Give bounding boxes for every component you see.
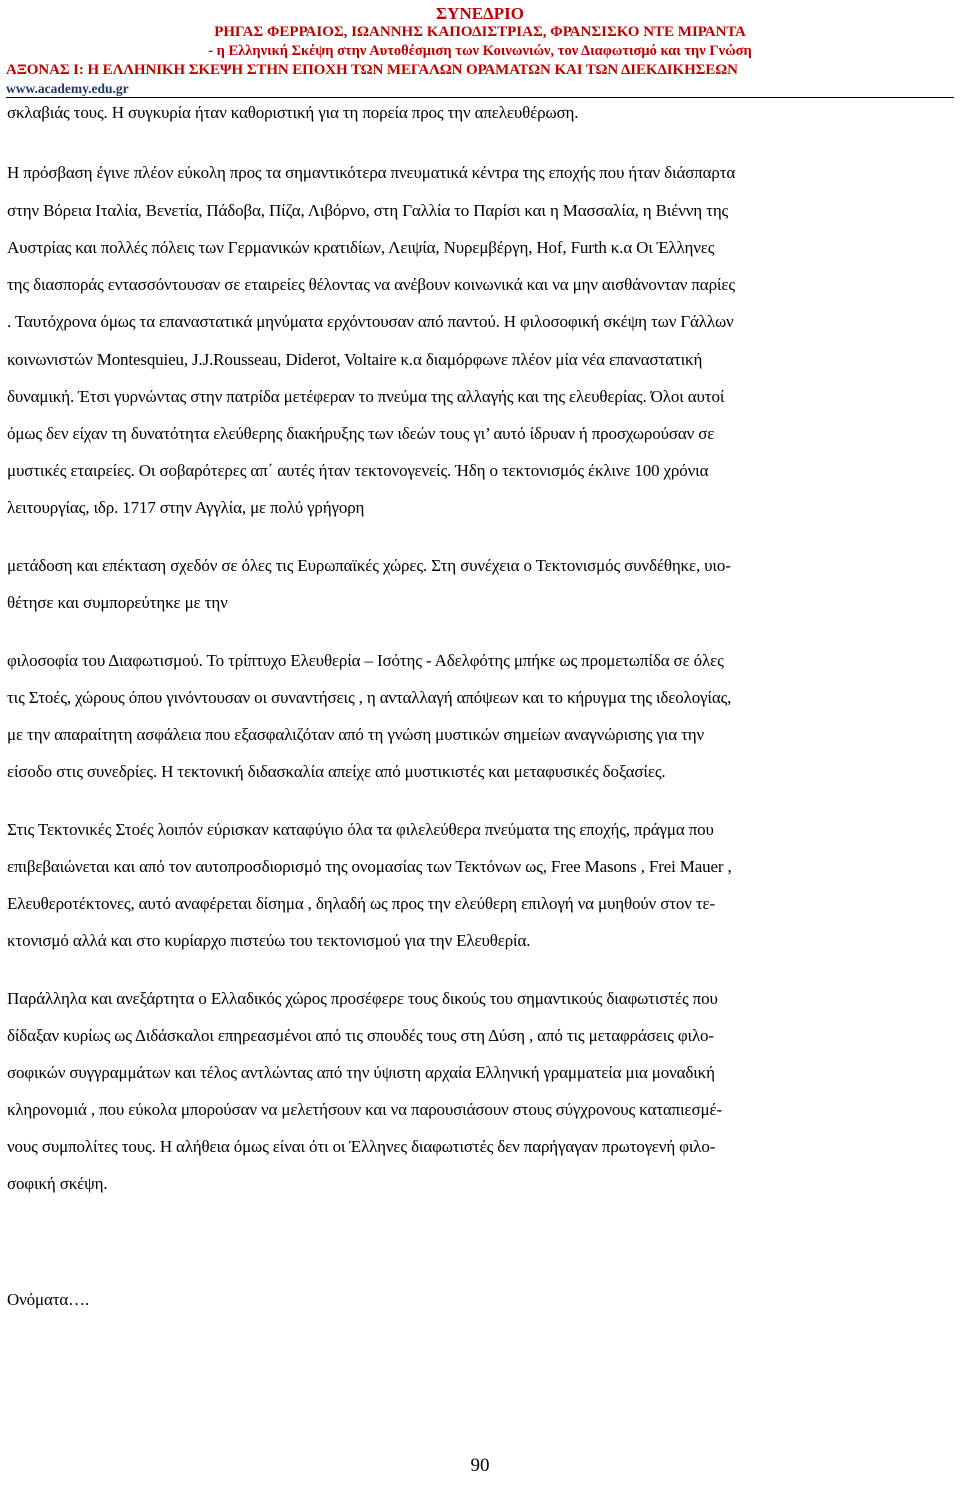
text-line: νους συμπολίτες τους. Η αλήθεια όμως είναι ότι οι Έλληνες διαφωτιστές δεν παρήγαγαν πρωτογενή φιλο- [7, 1137, 716, 1156]
text-line: μετάδοση και επέκταση σχεδόν σε όλες τις Ευρωπαϊκές χώρες. Στη συνέχεια ο Τεκτονισμός συνδέθηκε, υιο- [7, 556, 731, 575]
text-line: τις Στοές, χώρους όπου γινόντουσαν οι συναντήσεις , η ανταλλαγή απόψεων και το κήρυγμα της ιδεολογίας, [7, 688, 732, 707]
text-line: σοφική σκέψη. [7, 1174, 108, 1193]
text-line: κληρονομιά , που εύκολα μπορούσαν να μελετήσουν και να παρουσιάσουν στους σύγχρονους καταπιεσμέ- [7, 1100, 722, 1119]
conference-axis: ΑΞΟΝΑΣ Ι: Η ΕΛΛΗΝΙΚΗ ΣΚΕΨΗ ΣΤΗΝ ΕΠΟΧΗ ΤΩΝ ΜΕΓΑΛΩΝ ΟΡΑΜΑΤΩΝ ΚΑΙ ΤΩΝ ΔΙΕΚΔΙΚΗΣΕΩΝ [6, 62, 738, 78]
page-header [6, 4, 954, 98]
text-line: λειτουργίας, ιδρ. 1717 στην Αγγλία, με πολύ γρήγορη [7, 498, 365, 517]
text-line: κοινωνιστών Montesquieu, J.J.Rousseau, Diderot, Voltaire κ.α διαμόρφωνε πλέον μία νέα επαναστατική [7, 350, 703, 369]
text-line: είσοδο στις συνεδρίες. Η τεκτονική διδασκαλία απείχε από μυστικιστές και μεταφυσικές δοξασίες. [7, 762, 666, 781]
text-line: θέτησε και συμπορεύτηκε με την [7, 593, 228, 612]
text-line: όμως δεν είχαν τη δυνατότητα ελεύθερης διακήρυξης των ιδεών τους γι’ αυτό ίδρυαν ή προσχωρούσαν σε [7, 424, 715, 443]
text-line: Ελευθεροτέκτονες, αυτό αναφέρεται δίσημα , δηλαδή ως προς την ελεύθερη επιλογή να μυηθούν στον τε- [7, 894, 716, 913]
conference-title: ΣΥΝΕΔΡΙΟ [436, 4, 524, 23]
text-line: φιλοσοφία του Διαφωτισμού. Το τρίπτυχο Ελευθερία – Ισότης - Αδελφότης μπήκε ως προμετωπίδα σε όλες [7, 651, 724, 670]
closing-line: Ονόματα…. [7, 1290, 90, 1309]
conference-subtitle: - η Ελληνική Σκέψη στην Αυτοθέσμιση των Κοινωνιών, τον Διαφωτισμό και την Γνώση [208, 43, 752, 59]
conference-honorees: ΡΗΓΑΣ ΦΕΡΡΑΙΟΣ, ΙΩΑΝΝΗΣ ΚΑΠΟΔΙΣΤΡΙΑΣ, ΦΡΑΝΣΙΣΚΟ ΝΤΕ ΜΙΡΑΝΤΑ [214, 24, 746, 40]
text-line: στην Βόρεια Ιταλία, Βενετία, Πάδοβα, Πίζα, Λιβόρνο, στη Γαλλία το Παρίσι και η Μασσαλία, η Βιέννη της [7, 201, 729, 220]
text-line: κτονισμό αλλά και στο κυρίαρχο πιστεύω του τεκτονισμού για την Ελευθερία. [7, 931, 531, 950]
text-line: επιβεβαιώνεται και από τον αυτοπροσδιορισμό της ονομασίας των Τεκτόνων ως, Free Masons , Frei Mauer , [7, 857, 732, 876]
text-line: Παράλληλα και ανεξάρτητα ο Ελλαδικός χώρος προσέφερε τους δικούς του σημαντικούς διαφωτιστές που [7, 989, 718, 1008]
text-line: Αυστρίας και πολλές πόλεις των Γερμανικών κρατιδίων, Λειψία, Νυρεμβέργη, Hof, Furth κ.α Οι Έλληνες [7, 238, 715, 257]
text-line: σκλαβιάς τους. Η συγκυρία ήταν καθοριστική για τη πορεία προς την απελευθέρωση. [7, 103, 579, 122]
header-url[interactable]: www.academy.edu.gr [6, 81, 129, 96]
text-line: με την απαραίτητη ασφάλεια που εξασφαλιζόταν από τη γνώση μυστικών σημείων αναγνώρισης για την [7, 725, 705, 744]
text-line: δίδαξαν κυρίως ως Διδάσκαλοι επηρεασμένοι από τις σπουδές τους στη Δύση , από τις μεταφράσεις φιλο- [7, 1026, 714, 1045]
header-divider [6, 97, 954, 98]
text-line: . Ταυτόχρονα όμως τα επαναστατικά μηνύματα ερχόντουσαν από παντού. Η φιλοσοφική σκέψη των Γάλλων [7, 312, 734, 331]
text-line: της διασποράς εντασσόντουσαν σε εταιρείες θέλοντας να ανέβουν κοινωνικά και να μην αισθάνονταν παρίες [7, 275, 735, 294]
page-number: 90 [470, 1455, 490, 1476]
text-line: Η πρόσβαση έγινε πλέον εύκολη προς τα σημαντικότερα πνευματικά κέντρα της εποχής που ήταν διάσπαρτα [7, 163, 736, 182]
text-line: μυστικές εταιρείες. Οι σοβαρότερες απ΄ αυτές ήταν τεκτονογενείς. Ήδη ο τεκτονισμός έκλινε 100 χρόνια [7, 461, 709, 480]
text-line: δυναμική. Έτσι γυρνώντας στην πατρίδα μετέφεραν το πνεύμα της αλλαγής και της ελευθερίας. Όλοι αυτοί [7, 387, 725, 406]
text-line: σοφικών συγγραμμάτων και τέλος αντλώντας από την ύψιστη αρχαία Ελληνική γραμματεία μια μοναδική [7, 1063, 715, 1082]
text-line: Στις Τεκτονικές Στοές λοιπόν εύρισκαν καταφύγιο όλα τα φιλελεύθερα πνεύματα της εποχής, πράγμα που [7, 820, 714, 839]
